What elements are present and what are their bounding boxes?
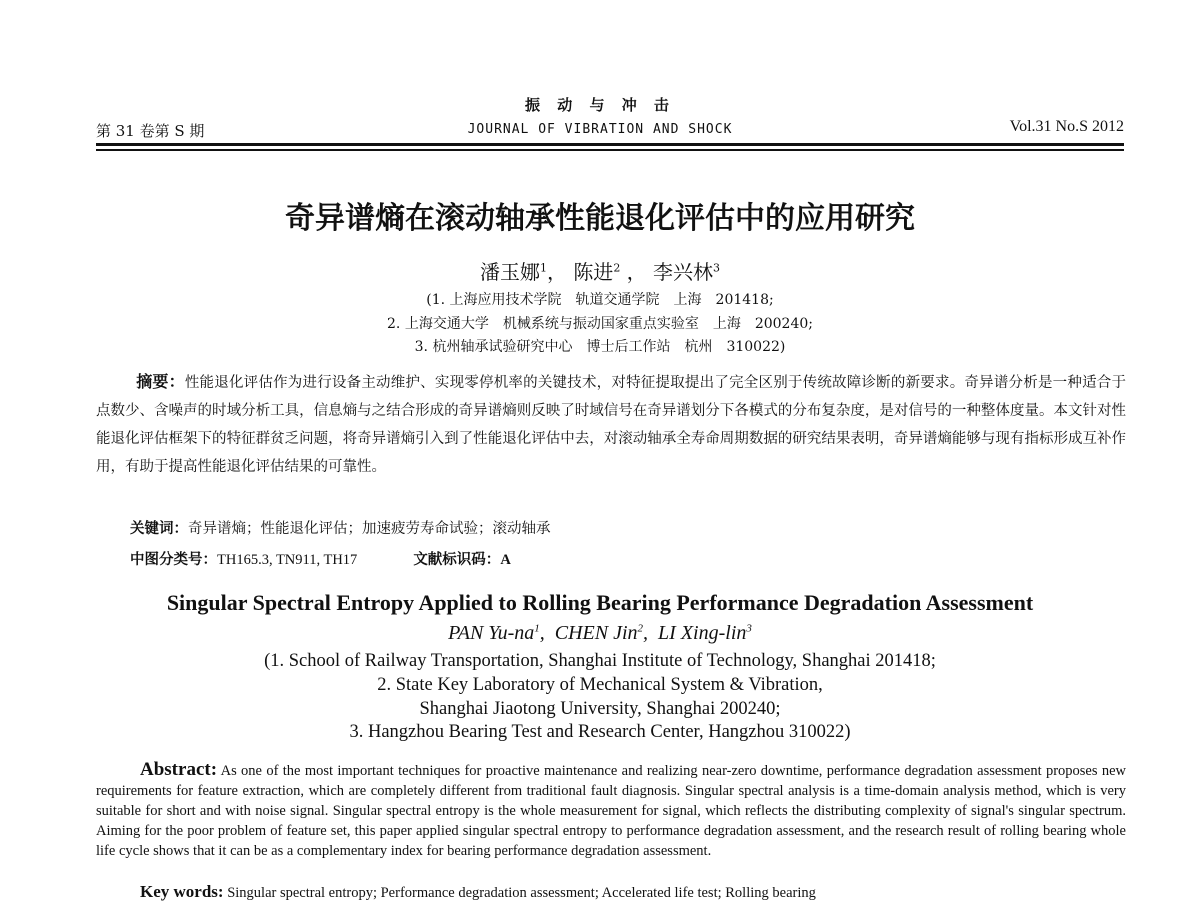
volume-cn: 第 31 卷第 S 期 (96, 122, 205, 140)
abstract-text-cn: 性能退化评估作为进行设备主动维护、实现零停机率的关键技术，对特征提取提出了完全区别于传统故障诊断的新要求。奇异谱分析是一种适合于点数少、含噪声的时域分析工具，信息熵与之结合形成的奇异谱熵则反映了时域信号在奇异谱划分下各模式的分布复杂度，是对信号的一种整体度量。本文针对性能退化评估框架下的特征群贫乏问题，将奇异谱熵引入到了性能退化评估中去，对滚动轴承全寿命周期数据的研究结果表明，奇异谱熵能够与现有指标形成互补作用，有助于提高性能退化评估结果的可靠性。 (96, 375, 1126, 475)
classification-value: TH165.3, TN911, TH17 (217, 552, 358, 568)
affiliation-en: (1. School of Railway Transportation, Shanghai Institute of Technology, Shanghai 201418; (264, 651, 936, 671)
author-sup: 1 (539, 261, 547, 275)
abstract-cn (96, 368, 1126, 481)
abstract-text-en: As one of the most important techniques for proactive maintenance and realizing near-zero downtime, performance degradation assessment proposes new requirements for feature extraction, which are completely different from traditional fault diagnosis. Singular spectral analysis is a time-domain analysis method, which is very suitable for short and with noise signal. Singular spectral entropy is the whole measurement for signal, which reflects the distributing complexity of signal's singular spectrum. Aiming for the poor problem of feature set, this paper applied singular spectral entropy to performance degradation assessment, and the research result of rolling bearing whole life cycle shows that it can be as a complementary index for bearing performance degradation assessment. (96, 763, 1127, 859)
affiliation-cn: 2. 上海交通大学 机械系统与振动国家重点实验室 上海 200240; (387, 316, 813, 332)
paper-title-cn: 奇异谱熵在滚动轴承性能退化评估中的应用研究 (285, 201, 915, 236)
author-sup: 1 (534, 622, 540, 635)
author-name: 李兴林 (653, 260, 714, 284)
authors-en: PAN $Yu-na^1$, CHEN Jin$^2$, LI Xing-lin$^3$ (448, 622, 752, 644)
author-name: 潘玉娜 (479, 260, 540, 284)
header-rule-thick (96, 143, 1124, 146)
keywords-label-en: Key words: (140, 882, 224, 901)
keywords-text-cn: 奇异谱熵；性能退化评估；加速疲劳寿命试验；滚动轴承 (188, 521, 551, 537)
classification-cn (130, 548, 511, 569)
header-rule-thin (96, 149, 1124, 151)
keywords-cn (130, 517, 551, 538)
affiliation-en: 2. State Key Laboratory of Mechanical System & Vibration, (377, 675, 823, 695)
affiliation-en: Shanghai Jiaotong University, Shanghai 200240; (419, 699, 781, 719)
author-sup: 3 (746, 622, 752, 635)
author-name: LI Xing-lin (658, 622, 747, 644)
author-sup: 2 (613, 261, 621, 275)
doc-code-label: 文献标识码： (413, 552, 501, 568)
keywords-en (140, 882, 816, 902)
affiliation-cn: (1. 上海应用技术学院 轨道交通学院 上海 201418; (426, 292, 774, 308)
affiliation-en: 3. Hangzhou Bearing Test and Research Center, Hangzhou 310022) (349, 722, 851, 742)
author-name: PAN Yu-na (448, 622, 535, 644)
abstract-en (96, 760, 1126, 861)
doc-code-value: A (500, 552, 511, 568)
keywords-label-cn: 关键词： (130, 521, 188, 537)
author-name: 陈进 (573, 260, 614, 284)
keywords-text-en: Singular spectral entropy; Performance degradation assessment; Accelerated life test; Rolling bearing (227, 885, 816, 901)
volume-en: Vol.31 No.S 2012 (1009, 118, 1124, 135)
author-sup: 3 (713, 261, 721, 275)
paper-title-en: Singular Spectral Entropy Applied to Rolling Bearing Performance Degradation Assessment (166, 590, 1034, 615)
affiliation-cn: 3. 杭州轴承试验研究中心 博士后工作站 杭州 310022) (414, 339, 786, 355)
journal-name-en: JOURNAL OF VIBRATION AND SHOCK (467, 122, 733, 137)
abstract-label-cn: 摘要： (136, 372, 185, 391)
abstract-label-en: Abstract: (140, 759, 218, 780)
journal-name-cn: 振 动 与 冲 击 (525, 96, 675, 114)
authors-cn: 潘玉娜$^1$， 陈进$^2$ ， 李兴林$^3$ (479, 260, 721, 284)
author-name: CHEN Jin (554, 622, 638, 644)
author-sup: 2 (637, 622, 644, 635)
classification-label: 中图分类号： (130, 552, 217, 568)
